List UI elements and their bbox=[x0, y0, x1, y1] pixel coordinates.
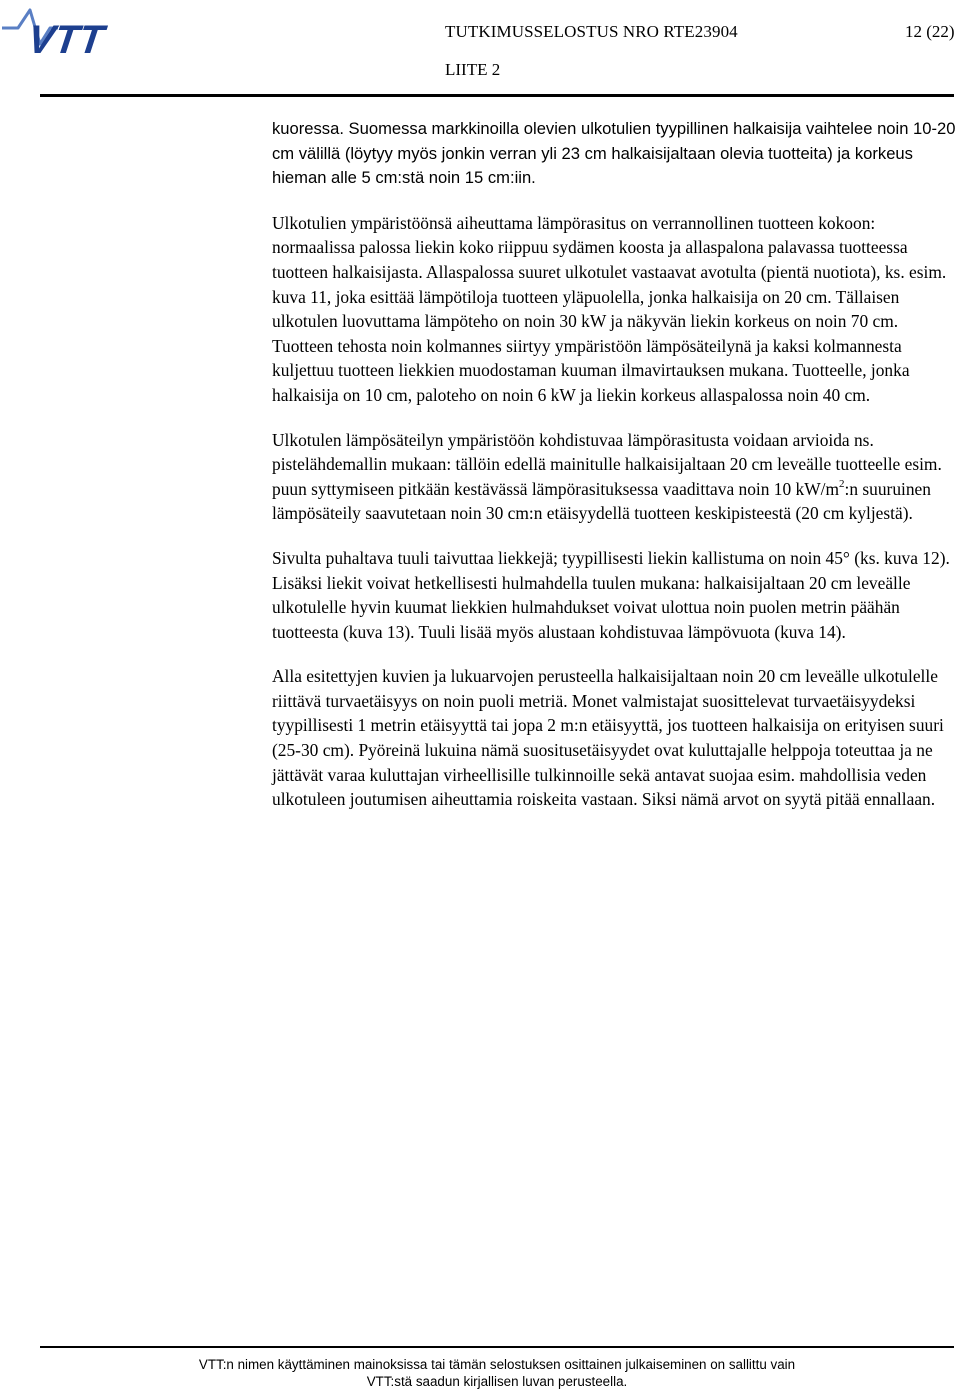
paragraph-1: kuoressa. Suomessa markkinoilla olevien ulkotulien tyypillinen halkaisija vaihtelee noin 10-20 cm välillä (löytyy myös jonkin verran yli 23 cm halkaisijaltaan olevia tuotteita) ja korkeus hieman alle 5 cm:stä noin 15 cm:iin. bbox=[272, 119, 956, 188]
document-body bbox=[272, 117, 956, 832]
footer-line-2: VTT:stä saadun kirjallisen luvan perusteella. bbox=[366, 1374, 628, 1389]
paragraph-4: Sivulta puhaltava tuuli taivuttaa liekkejä; tyypillisesti liekin kallistuma on noin 45° (ks. kuva 12). Lisäksi liekit voivat hetkellisesti hulmahdella tuulen mukana: halkaisijaltaan 20 cm leveälle ulkotulelle hyvin kuumat liekkien hulmahdukset voivat ulottua noin puolen metrin päähän tuotteesta (kuva 13). Tuuli lisää myös alustaan kohdistuvaa lämpövuota (kuva 14). bbox=[272, 547, 950, 642]
footer-line-1: VTT:n nimen käyttäminen mainoksissa tai tämän selostuksen osittainen julkaiseminen on sallittu vain bbox=[198, 1357, 796, 1372]
page-number: 12 (22) bbox=[905, 22, 955, 41]
footer-divider bbox=[40, 1346, 954, 1348]
paragraph-3 bbox=[272, 428, 956, 526]
logo-text: VTT bbox=[21, 16, 112, 54]
superscript-2: 2 bbox=[839, 477, 845, 490]
appendix-label: LIITE 2 bbox=[445, 60, 501, 79]
paragraph-5: Alla esitettyjen kuvien ja lukuarvojen perusteella halkaisijaltaan noin 20 cm leveälle ulkotulelle riittävä turvaetäisyys on noin puoli metriä. Monet valmistajat suosittelevat turvaetäisyydeksi tyypillisesti 1 metrin etäisyyttä tai jopa 2 m:n etäisyyttä, jos tuotteen halkaisija on erityisen suuri (25-30 cm). Pyöreinä lukuina nämä suositusetäisyydet ovat kuluttajalle helppoja toteuttaa ja ne jättävät varaa kuluttajan virheellisille tulkinnoille sekä antavat suojaa esim. mahdollisia veden ulkotuleen joutumisen aiheuttamia roiskeita vastaan. Siksi nämä arvot on syytä pitää ennallaan. bbox=[272, 666, 944, 810]
vtt-logo-icon bbox=[0, 4, 140, 54]
header-divider bbox=[40, 94, 954, 97]
paragraph-3-text-a: Ulkotulen lämpösäteilyn ympäristöön kohdistuvaa lämpörasitusta voidaan arvioida ns. pistelähdemallin mukaan: tällöin edellä mainitulle halkaisijaltaan 20 cm leveälle tuotteelle esim. puun syttymiseen pitkään kestävässä lämpörasituksessa vaadittava noin 10 kW/m bbox=[272, 429, 942, 499]
paragraph-2: Ulkotulien ympäristöönsä aiheuttama lämpörasitus on verrannollinen tuotteen kokoon: normaalissa palossa liekin koko riippuu sydämen koosta ja allaspalona palavassa tuotteessa tuotteen halkaisijasta. Allaspalossa suuret ulkotulet vastaavat avotulta (pientä nuotiota), ks. esim. kuva 11, joka esittää lämpötiloja tuotteen yläpuolella, jonka halkaisija on 20 cm. Tällaisen ulkotulen luovuttama lämpöteho on noin 30 kW ja näkyvän liekin korkeus on noin 70 cm. Tuotteen tehosta noin kolmannes siirtyy ympäristöön lämpösäteilynä ja kaksi kolmannesta kuljettuu tuotteen liekkien muodostaman kuuman ilmavirtauksen mukana. Tuotteelle, jonka halkaisija on 10 cm, paloteho on noin 6 kW ja liekin korkeus allaspalossa noin 40 cm. bbox=[272, 212, 947, 405]
footer-notice bbox=[40, 1356, 954, 1390]
paragraph-3-text-b: :n suuruinen lämpösäteily saavutetaan noin 30 cm:n etäisyydellä tuotteen keskipisteestä (20 cm kyljestä). bbox=[272, 478, 931, 524]
report-title: TUTKIMUSSELOSTUS NRO RTE23904 bbox=[445, 22, 738, 41]
